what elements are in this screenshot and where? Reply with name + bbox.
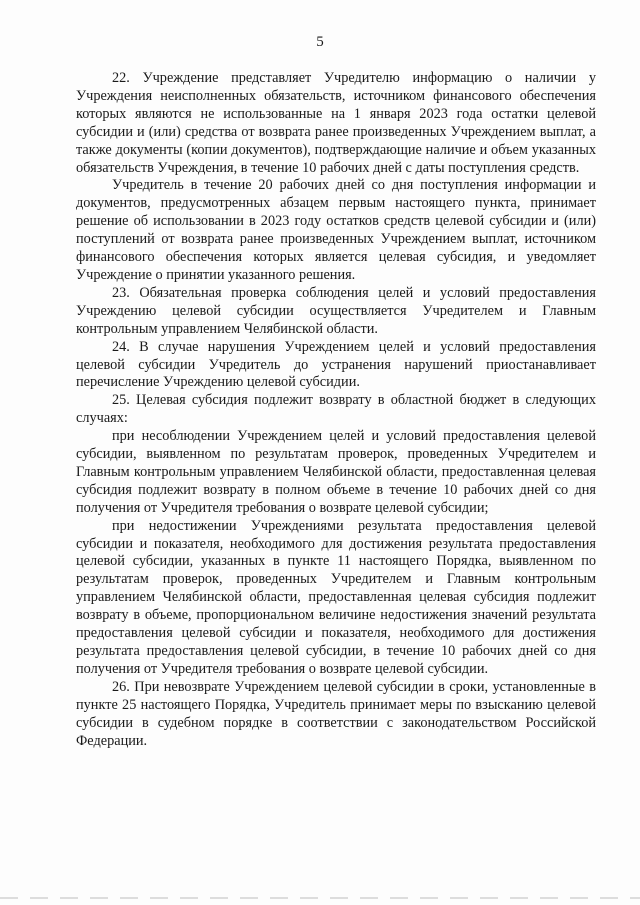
document-body <box>76 70 596 750</box>
page-number: 5 <box>316 34 324 50</box>
scan-bottom-edge <box>0 897 640 899</box>
paragraph-24: 24. В случае нарушения Учреждением целей и условий предоставления целевой субсидии Учредитель до устранения нарушений приостанавливает перечисление Учреждению целевой субсидии. <box>76 338 596 391</box>
paragraph-26: 26. При невозврате Учреждением целевой субсидии в сроки, установленные в пункте 25 настоящего Порядка, Учредитель принимает меры по взысканию целевой субсидии в судебном порядке в соответствии с законодательством Российской Федерации. <box>76 678 596 749</box>
paragraph-22-decision: Учредитель в течение 20 рабочих дней со дня поступления информации и документов, предусмотренных абзацем первым настоящего пункта, принимает решение об использовании в 2023 году остатков средств целевой субсидии и (или) поступлений от возврата ранее произведенных Учреждением выплат, источником финансового обеспечения которых является целевая субсидия, и уведомляет Учреждение о принятии указанного решения. <box>76 177 596 283</box>
paragraph-25: 25. Целевая субсидия подлежит возврату в областной бюджет в следующих случаях: <box>76 392 596 427</box>
paragraph-25-case-noncompliance: при несоблюдении Учреждением целей и условий предоставления целевой субсидии, выявленном по результатам проверок, проведенных Учредителем и Главным контрольным управлением Челябинской области, предоставленная целевая субсидия подлежит возврату в полном объеме в течение 10 рабочих дней со дня получения от Учредителя требования о возврате целевой субсидии; <box>76 428 596 516</box>
paragraph-25-case-nonachievement: при недостижении Учреждениями результата предоставления целевой субсидии и показателя, необходимого для достижения результата предоставления целевой субсидии, указанных в пункте 11 настоящего Порядка, выявленном по результатам проверок, проведенных Учредителем и Главным контрольным управлением Челябинской области, предоставленная целевая субсидия подлежит возврату в объеме, пропорциональном величине недостижения значений результата предоставления целевой субсидии и показателя, необходимого для достижения результата предоставления целевой субсидии, в течение 10 рабочих дней со дня получения от Учредителя требования о возврате целевой субсидии. <box>76 517 596 677</box>
paragraph-22: 22. Учреждение представляет Учредителю информацию о наличии у Учреждения неисполненных обязательств, источником финансового обеспечения которых являются не использованные на 1 января 2023 года остатки целевой субсидии и (или) средства от возврата ранее произведенных Учреждением выплат, а также документы (копии документов), подтверждающие наличие и объем указанных обязательств Учреждения, в течение 10 рабочих дней с даты поступления средств. <box>76 70 596 176</box>
paragraph-23: 23. Обязательная проверка соблюдения целей и условий предоставления Учреждению целевой субсидии осуществляется Учредителем и Главным контрольным управлением Челябинской области. <box>76 284 596 337</box>
